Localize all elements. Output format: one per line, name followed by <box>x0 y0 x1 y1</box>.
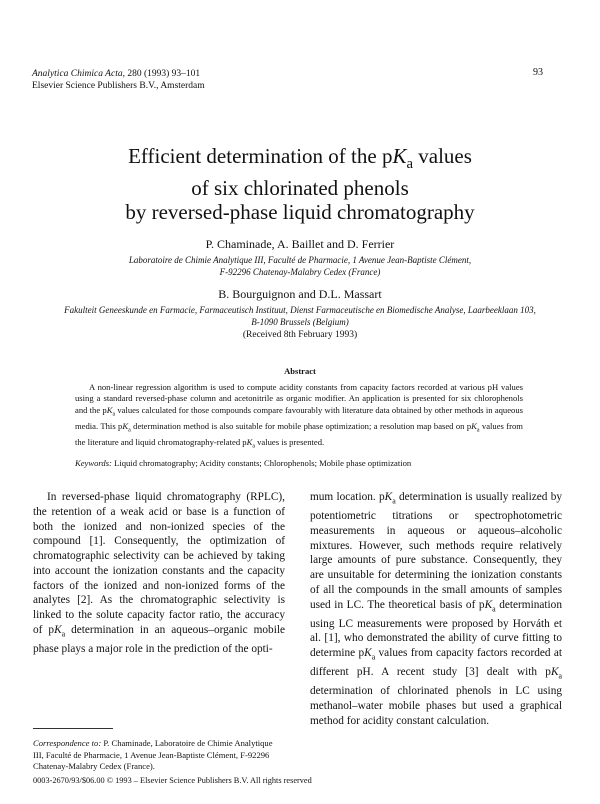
paper-title: Efficient determination of the $pK_a$ values of six chlorinated phenols by reversed-phase liquid chromatography <box>125 144 475 225</box>
abstract-heading: Abstract <box>284 366 316 376</box>
abstract-text: A non-linear regression algorithm is used to compute acidity constants from capacity factors recorded at various pH values using a standard reversed-phase column and acetonitrile as organic modifier. An application is presented for six chlorophenols and the $pK_a$ values calculated for those compounds compare favourably with literature data obtained by other methods in aqueous media. This $pK_a$ determination method is also suitable for mobile phase optimization; a resolution map based on $pK_a$ values from the literature and liquid chromatography-related $pK_a$ values is presented. <box>75 382 523 450</box>
keywords: Keywords: Liquid chromatography; Acidity constants; Chlorophenols; Mobile phase optimization <box>75 458 412 468</box>
publisher: Elsevier Science Publishers B.V., Amsterdam <box>32 81 205 91</box>
journal-name: Analytica Chimica Acta, <box>32 69 125 79</box>
authors-group-2: B. Bourguignon and D.L. Massart <box>218 287 382 301</box>
journal-citation <box>32 68 205 92</box>
body-column-left: In reversed-phase liquid chromatography (RPLC), the retention of a weak acid or base is a function of both the ionized and non-ionized species of the compound [1]. Consequently, the optimization of chromatographic selectivity can be achieved by taking into account the ionization constants and the capacity factors of the ionized and non-ionized forms of the analytes [2]. As the chromatographic selectivity is linked to the solute capacity factor ratio, the accuracy of $pK_a$ determination in an aqueous–organic mobile phase plays a major role in the prediction of the opti- <box>33 491 285 655</box>
page-number: 93 <box>533 67 543 78</box>
body-column-right: mum location. $pK_a$ determination is usually realized by potentiometric titrations or spectrophotometric measurements in aqueous or aqueous–alcoholic mixtures. However, such methods require relatively large amounts of pure substance. Consequently, they are unsuitable for determining the ionization constants of all the compounds in the small amounts of samples used in LC. The theoretical basis of $pK_a$ determination using LC measurements were proposed by Horváth et al. [1], who demonstrated the ability of curve fitting to determine $pK_a$ values from capacity factors recorded at different pH. A recent study [3] dealt with $pK_a$ determination of chlorinated phenols in LC using methanol–water mobile phases but used a graphical method for acidity constant calculation. <box>310 491 563 727</box>
correspondence-note: Correspondence to: P. Chaminade, Laboratoire de Chimie Analytique III, Faculté de Pharmacie, 1 Avenue Jean-Baptiste Clément, F-92296 Chatenay-Malabry Cedex (France). <box>33 738 273 771</box>
journal-volume: 280 (1993) 93–101 <box>124 69 201 79</box>
copyright-line: 0003-2670/93/$06.00 © 1993 – Elsevier Science Publishers B.V. All rights reserved <box>33 776 312 785</box>
footnote-divider <box>33 728 113 729</box>
affiliation-1: Laboratoire de Chimie Analytique III, Faculté de Pharmacie, 1 Avenue Jean-Baptiste Clément, F-92296 Chatenay-Malabry Cedex (France) <box>128 255 472 277</box>
authors-group-1: P. Chaminade, A. Baillet and D. Ferrier <box>205 237 395 251</box>
received-date: (Received 8th February 1993) <box>242 330 358 340</box>
affiliation-2: Fakulteit Geneeskunde en Farmacie, Farmaceutisch Instituut, Dienst Farmaceutische en Biomedische Analyse, Laarbeeklaan 103, B-1090 Brussels (Belgium) <box>64 305 536 327</box>
